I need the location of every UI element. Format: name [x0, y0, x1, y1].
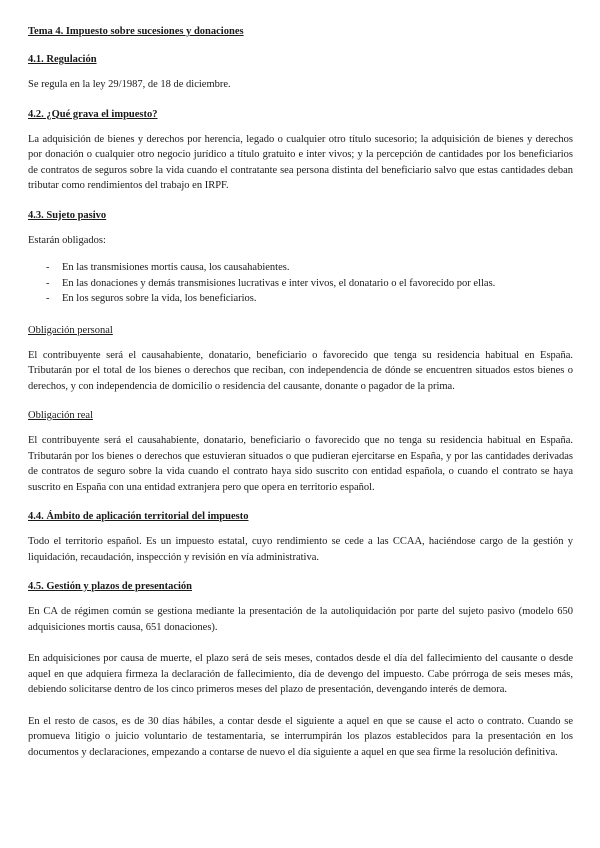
paragraph-gestion-3: En el resto de casos, es de 30 días hábiles, a contar desde el siguiente a aquel en que se cause el acto o contrato. Cuando se promueva litigio o juicio voluntario de testamentaria, se interrumpirán los plazos establecidos para la presentación en los documentos y declaraciones, empezando a contarse de nuevo el día siguiente a aquel en que sea firme la resolución definitiva. [28, 715, 573, 758]
subheading-obligacion-personal: Obligación personal [28, 324, 113, 336]
heading-ambito: 4.4. Ámbito de aplicación territorial del impuesto [28, 511, 249, 522]
paragraph-obligacion-real: El contribuyente será el causahabiente, donatario, beneficiario o favorecido que no tenga su residencia habitual en España. Tributarán por los bienes o derechos que estuvieran situados o que pudieran ejercitarse en España, y por las cantidades derivadas de contratos de seguro sobre la vida cuando el contrato haya sido suscrito con entidad española, o cuando el contrato se haya suscrito en España con una entidad extranjera pero que opera en territorio español. [28, 435, 573, 493]
heading-que-grava: 4.2. ¿Qué grava el impuesto? [28, 108, 158, 120]
list-item: - En las transmisiones mortis causa, los causahabientes. [28, 260, 573, 276]
document-title: Tema 4. Impuesto sobre sucesiones y donaciones [28, 26, 244, 37]
heading-regulacion: 4.1. Regulación [28, 54, 97, 65]
paragraph-regulacion: Se regula en la ley 29/1987, de 18 de diciembre. [28, 79, 231, 90]
paragraph-gestion-1: En CA de régimen común se gestiona mediante la presentación de la autoliquidación por parte del sujeto pasivo (modelo 650 adquisiciones mortis causa, 651 donaciones). [28, 606, 573, 633]
list-item: - En los seguros sobre la vida, los beneficiarios. [28, 291, 573, 307]
obligados-list [28, 260, 573, 307]
paragraph-gestion-2: En adquisiciones por causa de muerte, el plazo será de seis meses, contados desde el día del fallecimiento del causante o desde aquel en que adquiera firmeza la declaración de fallecimiento, día de devengo del impuesto. Cabe prórroga de seis meses más, debiendo solicitarse dentro de los cinco primeros meses del plazo de presentación, devengando interés de demora. [28, 653, 573, 695]
heading-sujeto-pasivo: 4.3. Sujeto pasivo [28, 209, 107, 221]
paragraph-sujeto-intro: Estarán obligados: [28, 234, 106, 246]
paragraph-obligacion-personal: El contribuyente será el causahabiente, donatario, beneficiario o favorecido que tenga su residencia habitual en España. Tributarán por el total de los bienes o derechos que reciban, con independencia de dónde se encuentren situados estos bienes o derechos, y con independencia de domicilio o residencia del causante, donante o pagador de la prima. [28, 349, 573, 392]
subheading-obligacion-real: Obligación real [28, 410, 94, 421]
list-item: - En las donaciones y demás transmisiones lucrativas e inter vivos, el donatario o el favorecido por ellas. [28, 276, 573, 292]
paragraph-que-grava: La adquisición de bienes y derechos por herencia, legado o cualquier otro título sucesorio; la adquisición de bienes y derechos por donación o cualquier otro negocio jurídico a título gratuito e inter vivos; y la percepción de cantidades por los beneficiarios de contratos de seguros sobre la vida cuando el contratante sea persona distinta del beneficiario salvo que estas cantidades deban tributar como rendimientos del trabajo en IRPF. [28, 133, 573, 191]
heading-gestion: 4.5. Gestión y plazos de presentación [28, 581, 193, 592]
document-page [28, 26, 573, 776]
paragraph-ambito: Todo el territorio español. Es un impuesto estatal, cuyo rendimiento se cede a las CCAA, haciéndose cargo de la gestión y liquidación, recaudación, inspección y revisión en vía administrativa. [28, 536, 573, 563]
